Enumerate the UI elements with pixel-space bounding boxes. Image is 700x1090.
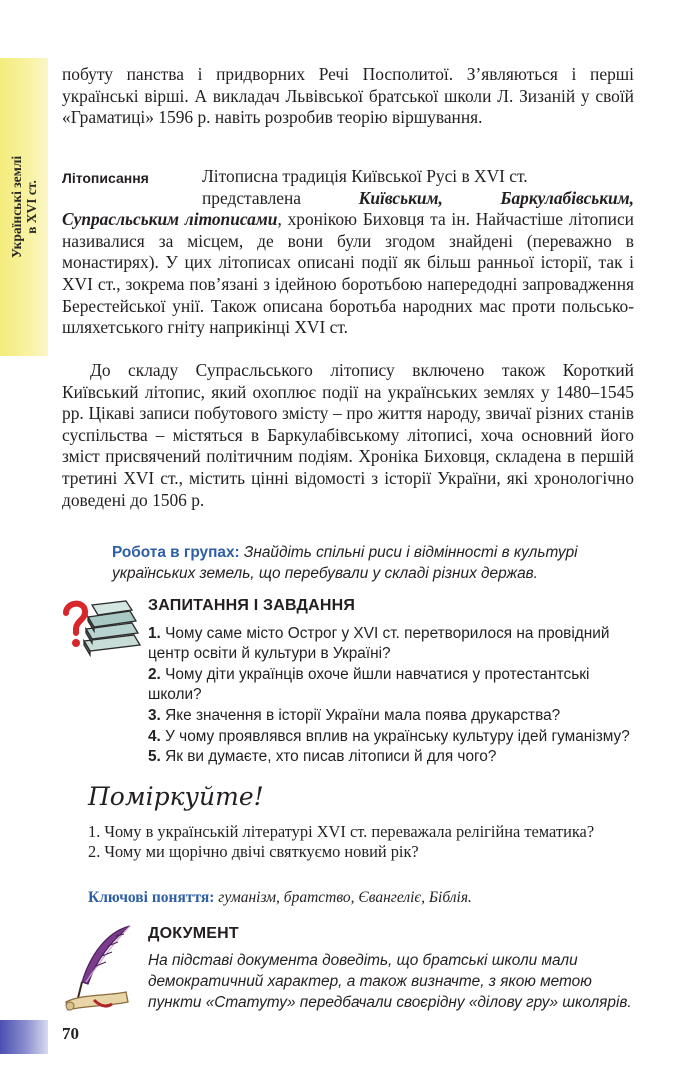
think-item: 2. Чому ми щорічно двічі святкуємо новий рік?	[88, 842, 419, 861]
side-tab-line-2: в XVI ст.	[24, 180, 39, 234]
document-title: ДОКУМЕНТ	[148, 925, 239, 942]
chapter-side-tab-label	[9, 156, 39, 258]
page-number: 70	[62, 1024, 79, 1043]
group-work-text: Знайдіть спільні риси і відмінності в культурі українських земель, що перебували у складі різних держав.	[112, 544, 578, 582]
questions-title: ЗАПИТАННЯ І ЗАВДАННЯ	[148, 597, 356, 614]
margin-label-chronicles: Літописання	[62, 170, 149, 186]
question-item: 5. Як ви думаєте, хто писав літописи й для чого?	[148, 748, 497, 766]
books-question-icon	[60, 597, 142, 657]
key-concepts	[88, 888, 648, 908]
key-concepts-text: гуманізм, братство, Євангеліє, Біблія.	[214, 889, 472, 906]
side-tab-line-1: Українські землі	[9, 155, 24, 259]
group-work-lead: Робота в групах:	[112, 544, 240, 561]
chronicles-paragraph	[62, 166, 634, 339]
question-item: 4. У чому проявлявся вплив на українську культуру ідей гуманізму?	[148, 727, 630, 745]
questions-list	[148, 624, 642, 768]
question-item: 2. Чому діти українців охоче йшли навчатися у протестантські школи?	[148, 665, 590, 703]
document-text: На підставі документа доведіть, що братські школи мали демократичний характер, а також визначте, з якою метою пункти «Статуту» передбачали своєрідну «ділову гру» школярів.	[148, 952, 632, 1011]
chronicles-emphasis-1: Київським, Баркулабівським,	[358, 187, 634, 208]
chronicles-emphasis-2: Супрасльським літописами	[62, 209, 278, 230]
page-number-bar	[0, 1020, 48, 1054]
chronicles-first-line: Літописна традиція Київської Русі в XVI ст.	[202, 166, 528, 186]
think-heading: Поміркуйте!	[88, 782, 264, 811]
question-item: 3. Яке значення в історії України мала поява друкарства?	[148, 706, 561, 724]
think-list	[88, 822, 640, 862]
think-item: 1. Чому в українській літературі XVI ст. переважала релігійна тематика?	[88, 822, 595, 841]
group-work-task	[112, 542, 640, 584]
chronicles-text-2: , хронікою Биховця та ін. Найчастіше літописи називалися за місцем, де вони були згодом знайдені (переважно в монастирях). У цих літописах описані події як більш ранньої історії, так і XVI ст., зокрема пов’язані з ідейною боротьбою напередодні запровадження Берестейської унії. Також описана боротьба народних мас проти польсько-шляхетського гніту наприкінці XVI ст.	[62, 209, 634, 338]
question-item: 1. Чому саме місто Острог у XVI ст. перетворилося на провідний центр освіти й культури в Україні?	[148, 625, 610, 662]
chronicles-text-1: представлена	[202, 187, 359, 208]
suprasl-paragraph: До складу Супрасльського літопису включено також Короткий Київський літопис, який охоплює події на українських землях у 1480–1545 рр. Цікаві записи побутового змісту – про життя народу, звичаї різних станів суспільства – містяться в Баркулабівському літописі, хоча основний його зміст присвячений політичним подіям. Хроніка Биховця, складена в першій третині XVI ст., містить цінні відомості з історії України, які хронологічно доведені до 1506 р.	[62, 360, 634, 510]
quill-scroll-icon	[60, 922, 142, 1012]
intro-paragraph: побуту панства і придворних Речі Посполитої. З’являються і перші українські вірші. А викладач Львівської братської школи Л. Зизаній у своїй «Граматиці» 1596 р. навіть розробив теорію віршування.	[62, 64, 634, 128]
key-concepts-lead: Ключові поняття:	[88, 889, 215, 906]
